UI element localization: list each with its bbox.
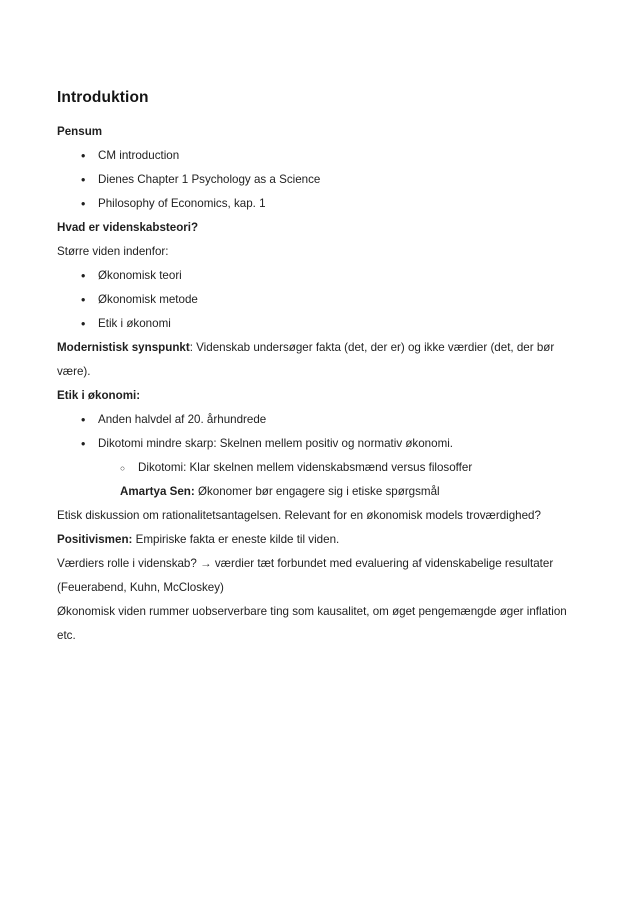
positivismen-body: Empiriske fakta er eneste kilde til viden. bbox=[132, 533, 340, 546]
section-label-videnskabsteori: Hvad er videnskabsteori? bbox=[57, 221, 199, 234]
videnskabsteori-list bbox=[57, 264, 583, 336]
amartya-sen-note bbox=[57, 480, 583, 504]
etik-sublist bbox=[57, 456, 583, 480]
modernistisk-body: : Videnskab undersøger fakta (det, der er) og ikke værdier (det, der bør være). bbox=[57, 341, 555, 378]
amartya-sen-term: Amartya Sen: bbox=[120, 485, 195, 498]
list-item: • Dikotomi mindre skarp: Skelnen mellem positiv og normativ økonomi. bbox=[57, 432, 583, 456]
modernistisk-paragraph bbox=[57, 336, 583, 384]
section-label-etik: Etik i økonomi: bbox=[57, 389, 141, 402]
etik-list bbox=[57, 408, 583, 456]
amartya-sen-body: Økonomer bør engagere sig i etiske spørgsmål bbox=[194, 485, 440, 498]
list-item: • CM introduction bbox=[57, 144, 583, 168]
list-item: • Dienes Chapter 1 Psychology as a Science bbox=[57, 168, 583, 192]
positivismen-term: Positivismen: bbox=[57, 533, 133, 546]
list-item: • Philosophy of Economics, kap. 1 bbox=[57, 192, 583, 216]
vaerdier-paragraph: Værdiers rolle i videnskab? → værdier tæt forbundet med evaluering af videnskabelige resultater (Feuerabend, Kuhn, McCloskey) bbox=[57, 557, 554, 594]
list-item: • Økonomisk metode bbox=[57, 288, 583, 312]
list-item: • Økonomisk teori bbox=[57, 264, 583, 288]
list-item: • Etik i økonomi bbox=[57, 312, 583, 336]
videnskabsteori-intro: Større viden indenfor: bbox=[57, 245, 169, 258]
section-label-pensum: Pensum bbox=[57, 125, 103, 138]
list-item: ○ Dikotomi: Klar skelnen mellem videnskabsmænd versus filosoffer bbox=[57, 456, 583, 480]
oekonomisk-viden-paragraph: Økonomisk viden rummer uobserverbare ting som kausalitet, om øget pengemængde øger inflation etc. bbox=[57, 605, 567, 642]
etisk-diskussion-paragraph: Etisk diskussion om rationalitetsantagelsen. Relevant for en økonomisk models troværdighed? bbox=[57, 509, 541, 522]
page-title: Introduktion bbox=[57, 89, 149, 106]
document-body bbox=[57, 88, 583, 648]
list-item: • Anden halvdel af 20. århundrede bbox=[57, 408, 583, 432]
modernistisk-term: Modernistisk synspunkt bbox=[57, 341, 190, 354]
positivismen-paragraph bbox=[57, 528, 583, 552]
pensum-list bbox=[57, 144, 583, 216]
